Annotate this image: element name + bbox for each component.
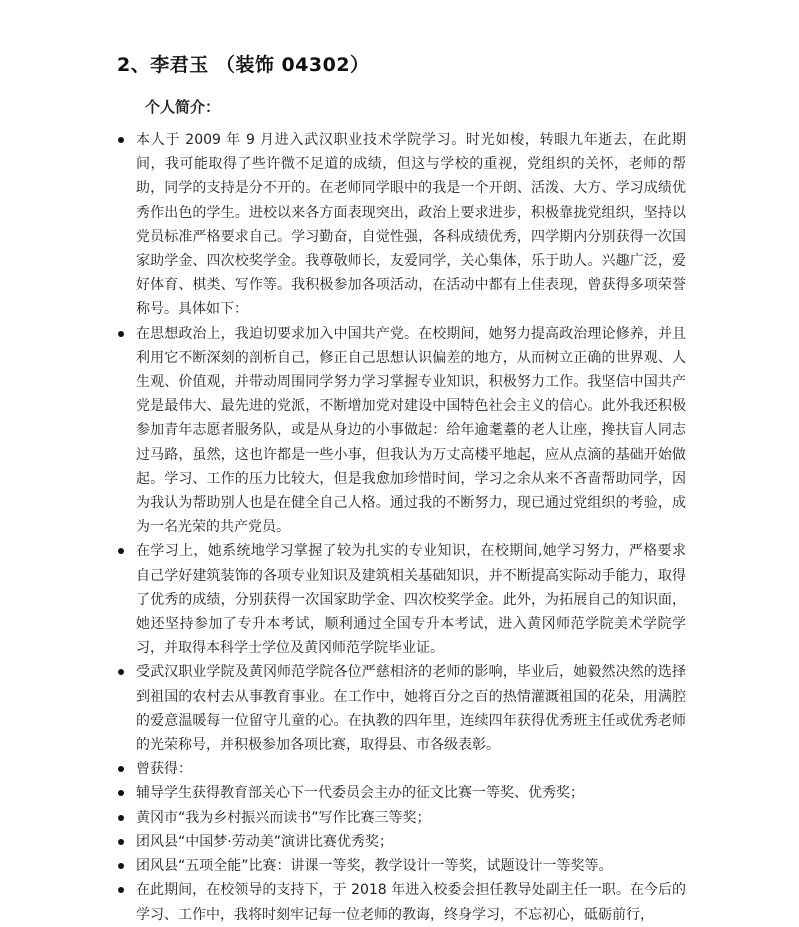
list-item: 黄冈市“我为乡村振兴而读书”写作比赛三等奖； xyxy=(0,806,686,830)
list-item: 曾获得： xyxy=(0,757,686,781)
list-item: 在此期间，在校领导的支持下，于 2018 年进入校委会担任教导处副主任一职。在今后的学习、工作中，我将时刻牢记每一位老师的教诲，终身学习，不忘初心，砥砺前行， xyxy=(0,878,686,926)
list-item: 团风县“五项全能”比赛：讲课一等奖，教学设计一等奖，试题设计一等奖等。 xyxy=(0,854,686,878)
section-heading: 2、李君玉 （装饰 04302） xyxy=(117,54,370,76)
profile-subheading: 个人简介： xyxy=(145,98,221,116)
list-item: 团风县“中国梦·劳动美”演讲比赛优秀奖； xyxy=(0,830,686,854)
list-item: 受武汉职业学院及黄冈师范学院各位严慈相济的老师的影响，毕业后，她毅然决然的选择到祖国的农村去从事教育事业。在工作中，她将百分之百的热情灌溉祖国的花朵，用满腔的爱意温暖每一位留守儿童的心。在执教的四年里，连续四年获得优秀班主任或优秀老师的光荣称号，并积极参加各项比赛，取得县、市各级表彰。 xyxy=(0,660,686,757)
list-item: 辅导学生获得教育部关心下一代委员会主办的征文比赛一等奖、优秀奖； xyxy=(0,781,686,805)
list-item: 在思想政治上，我迫切要求加入中国共产党。在校期间，她努力提高政治理论修养，并且利用它不断深刻的剖析自己，修正自己思想认识偏差的地方，从而树立正确的世界观、人生观、价值观，并带动周围同学努力学习掌握专业知识，积极努力工作。我坚信中国共产党是最伟大、最先进的党派，不断增加党对建设中国特色社会主义的信心。此外我还积极参加青年志愿者服务队，或是从身边的小事做起：给年逾耄耋的老人让座，搀扶盲人同志过马路，虽然，这也许都是一些小事，但我认为万丈高楼平地起，应从点滴的基础开始做起。学习、工作的压力比较大，但是我愈加珍惜时间，学习之余从来不吝啬帮助同学，因为我认为帮助别人也是在健全自己人格。通过我的不断努力，现已通过党组织的考验，成为一名光荣的共产党员。 xyxy=(0,322,686,540)
list-item: 本人于 2009 年 9 月进入武汉职业技术学院学习。时光如梭，转眼九年逝去，在此期间，我可能取得了些许微不足道的成绩，但这与学校的重视，党组织的关怀，老师的帮助，同学的支持是分不开的。在老师同学眼中的我是一个开朗、活泼、大方、学习成绩优秀作出色的学生。进校以来各方面表现突出，政治上要求进步，积极靠拢党组织，坚持以党员标准严格要求自己。学习勤奋，自觉性强，各科成绩优秀，四学期内分别获得一次国家助学金、四次校奖学金。我尊敬师长，友爱同学，关心集体，乐于助人。兴趣广泛，爱好体育、棋类、写作等。我积极参加各项活动，在活动中都有上佳表现，曾获得多项荣誉称号。具体如下： xyxy=(0,128,686,322)
bullet-list xyxy=(0,128,799,927)
list-item: 在学习上，她系统地学习掌握了较为扎实的专业知识，在校期间,她学习努力，严格要求自己学好建筑装饰的各项专业知识及建筑相关基础知识，并不断提高实际动手能力，取得了优秀的成绩，分别获得一次国家助学金、四次校奖学金。此外，为拓展自己的知识面，她还坚持参加了专升本考试，顺利通过全国专升本考试，进入黄冈师范学院美术学院学习，并取得本科学士学位及黄冈师范学院毕业证。 xyxy=(0,539,686,660)
